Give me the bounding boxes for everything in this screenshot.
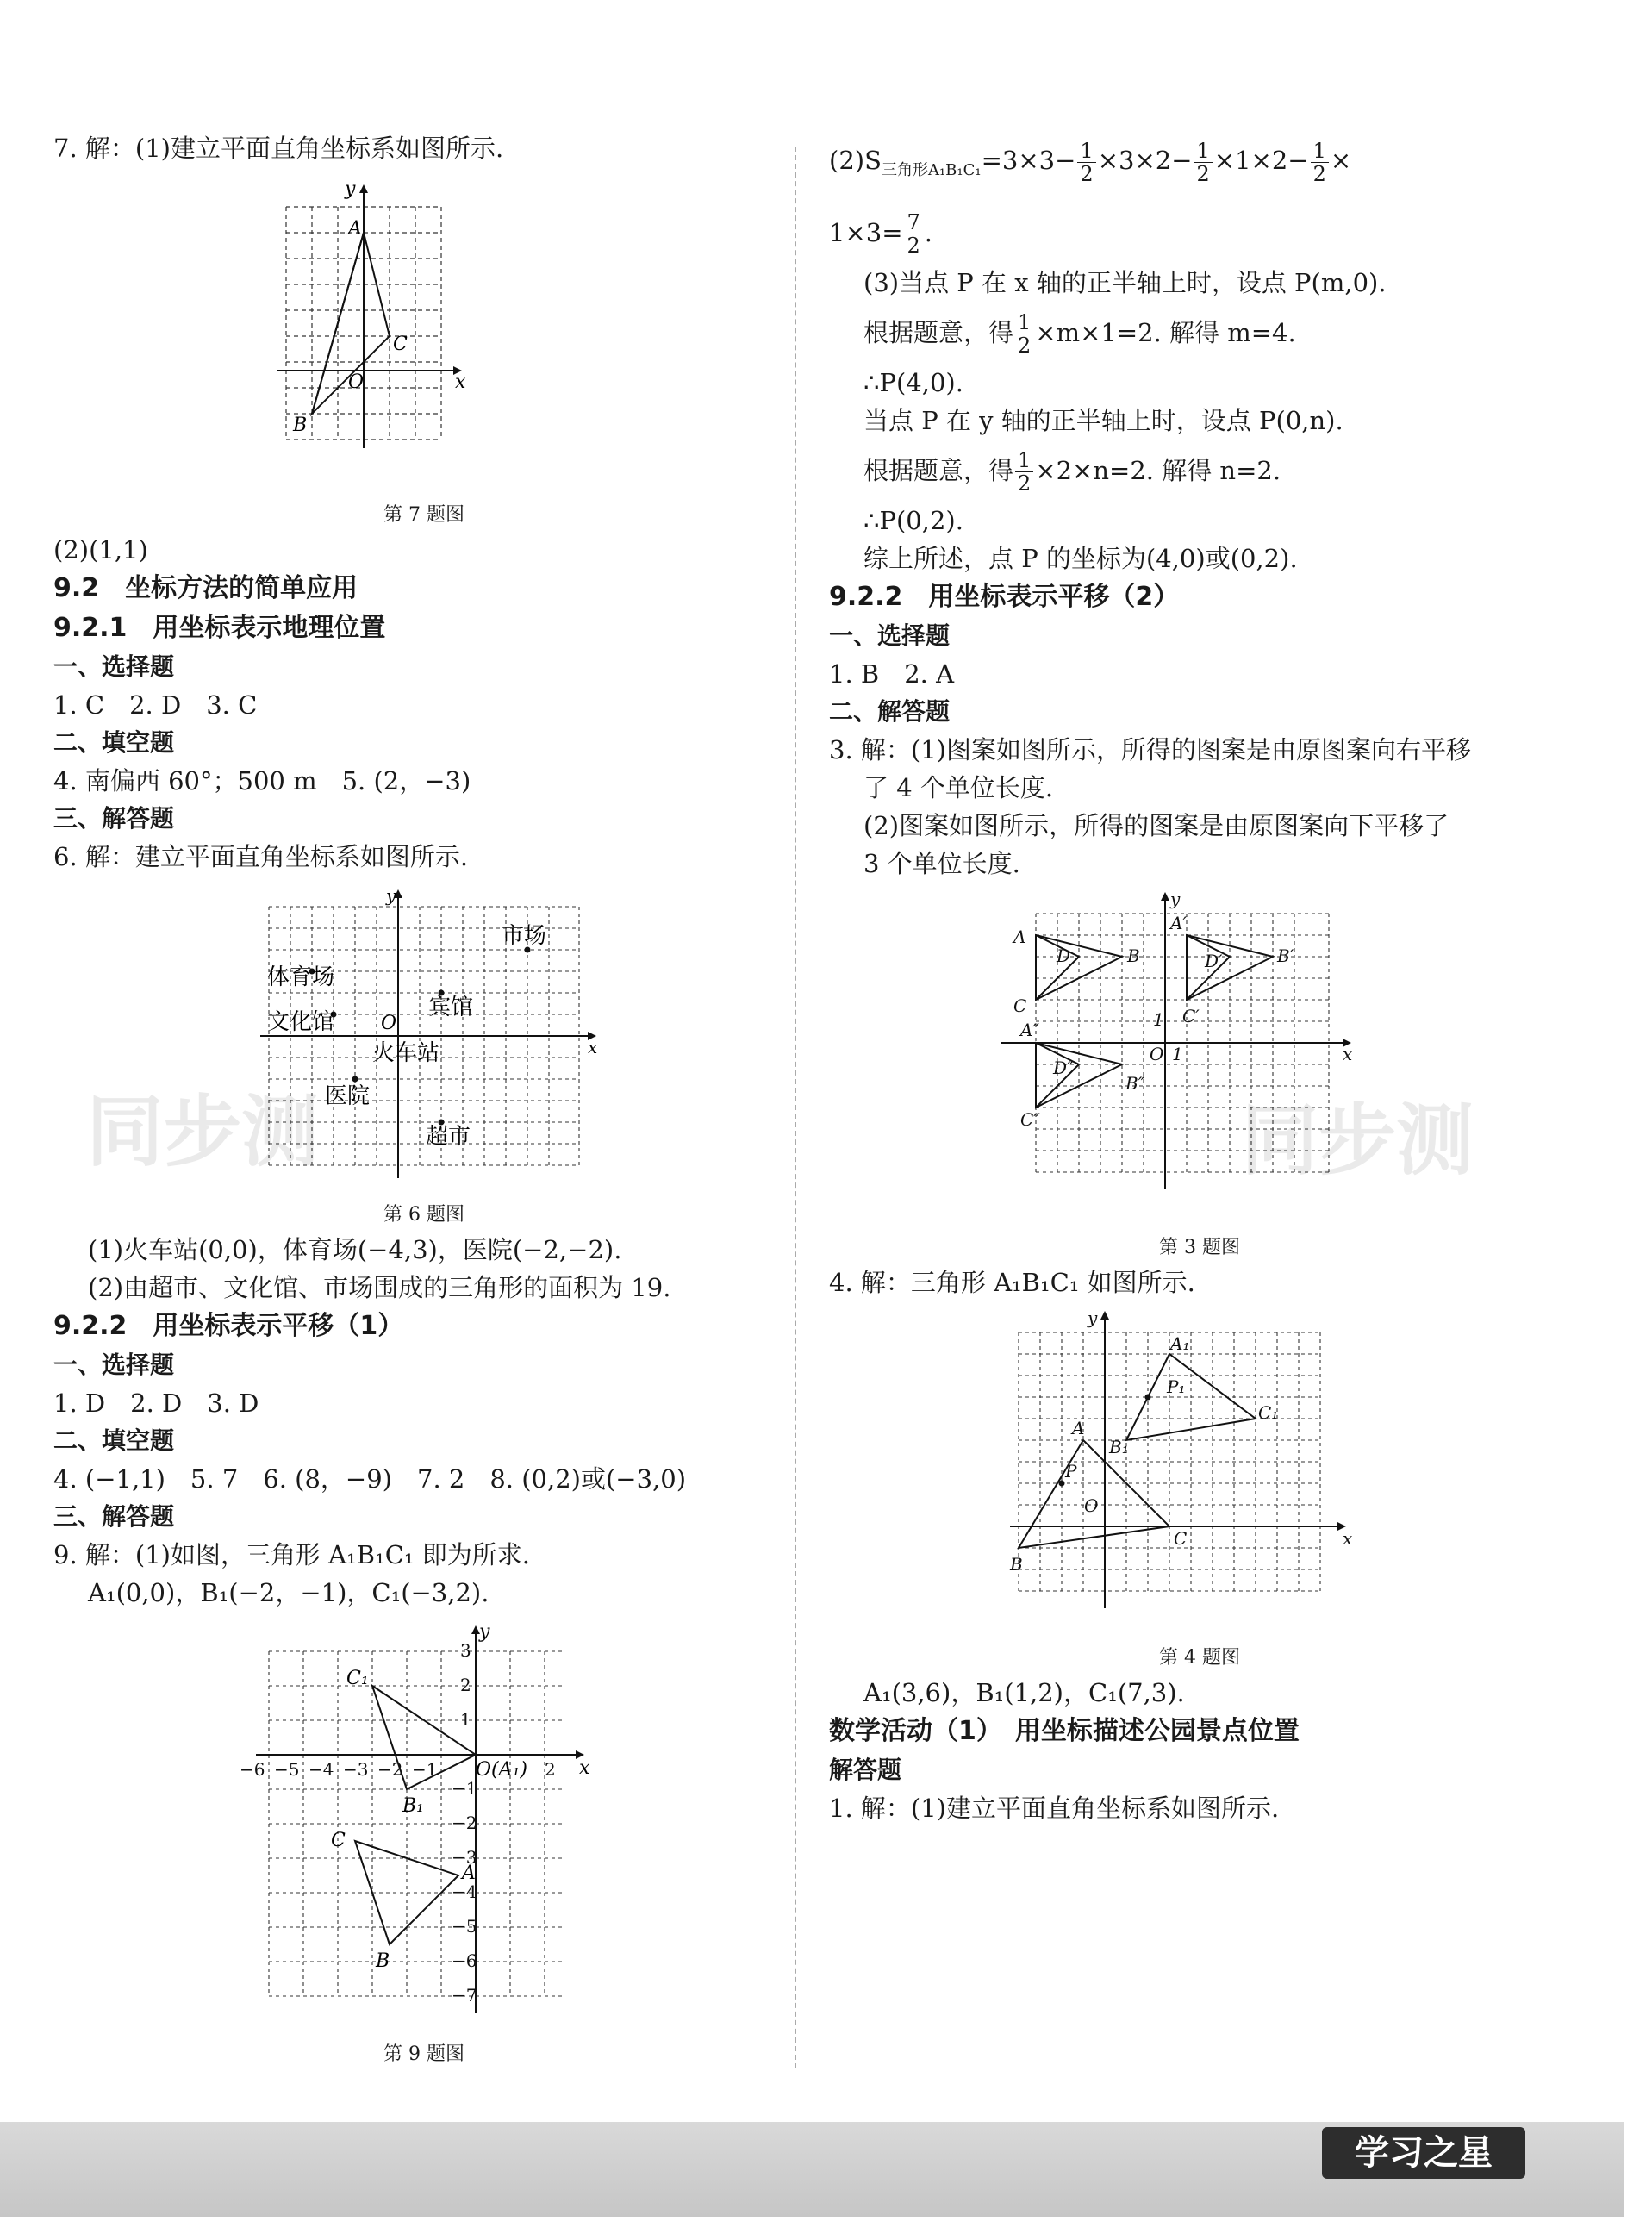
fraction-half-2: $\frac{1}{2}$ bbox=[1194, 140, 1213, 185]
q3-part-1: (3)当点 P 在 x 轴的正半轴上时，设点 P(m,0). bbox=[863, 267, 1387, 297]
q3-part-5 bbox=[829, 440, 1570, 502]
area-term-c: × bbox=[1330, 146, 1352, 175]
section-9-2-2-a-title: 9.2.2 用坐标表示平移（1） bbox=[53, 1311, 404, 1341]
fig7-point-a: A bbox=[348, 218, 362, 240]
fig6-caption: 第 6 题图 bbox=[383, 1204, 464, 1226]
fig6-x-label: x bbox=[588, 1037, 598, 1058]
svg-text:C: C bbox=[1174, 1527, 1188, 1549]
section-9-2-1-title: 9.2.1 用坐标表示地理位置 bbox=[53, 613, 386, 643]
q3b-line-2: 了 4 个单位长度. bbox=[863, 772, 1054, 802]
q3-part-5-suffix: ×2×n=2. 解得 n=2. bbox=[1035, 455, 1281, 485]
svg-text:y: y bbox=[1088, 1307, 1098, 1328]
choice-heading-2: 一、选择题 bbox=[53, 1351, 175, 1379]
figure-7 bbox=[252, 172, 562, 500]
choice-answers-3: 1. B 2. A bbox=[829, 658, 955, 689]
svg-text:−6: −6 bbox=[452, 1950, 477, 1971]
fig4-caption: 第 4 题图 bbox=[1159, 1646, 1240, 1669]
activity-q1: 1. 解：(1)建立平面直角坐标系如图所示. bbox=[829, 1793, 1280, 1823]
choice-answers-1: 1. C 2. D 3. C bbox=[53, 690, 258, 720]
fraction-half-1: $\frac{1}{2}$ bbox=[1077, 140, 1095, 185]
svg-text:P₁: P₁ bbox=[1167, 1376, 1186, 1397]
svg-text:A₁: A₁ bbox=[1170, 1332, 1190, 1354]
q3b-line-4: 3 个单位长度. bbox=[863, 848, 1020, 878]
figure-9 bbox=[217, 1617, 614, 2039]
svg-text:1: 1 bbox=[1153, 1008, 1164, 1030]
svg-text:−2: −2 bbox=[452, 1813, 477, 1833]
svg-text:−2: −2 bbox=[377, 1759, 403, 1780]
solve-heading-4: 解答题 bbox=[829, 1755, 902, 1784]
figure-4 bbox=[976, 1307, 1372, 1643]
fig9-point-b: B bbox=[376, 1950, 390, 1972]
solve-heading-2: 三、解答题 bbox=[53, 1502, 175, 1531]
svg-text:1: 1 bbox=[1172, 1043, 1183, 1064]
svg-text:C″: C″ bbox=[1020, 1108, 1040, 1130]
svg-text:−3: −3 bbox=[343, 1759, 369, 1780]
svg-text:P: P bbox=[1065, 1460, 1077, 1482]
area-term-b: ×1×2− bbox=[1213, 146, 1309, 175]
fig9-x-label: x bbox=[579, 1757, 590, 1779]
svg-text:O: O bbox=[1084, 1494, 1099, 1516]
fill-answers-2: 4. (−1,1) 5. 7 6. (8，−9) 7. 2 8. (0,2)或(−3,0) bbox=[53, 1464, 687, 1494]
area-body: =3×3− bbox=[981, 146, 1076, 175]
svg-text:B: B bbox=[1010, 1553, 1023, 1575]
q4-coords: A₁(3,6)，B₁(1,2)，C₁(7,3). bbox=[863, 1677, 1185, 1707]
solve-heading-3: 二、解答题 bbox=[829, 696, 951, 726]
svg-text:C: C bbox=[1013, 995, 1027, 1016]
fraction-seven-half: $\frac{7}{2}$ bbox=[905, 211, 923, 257]
fig6-culture-label: 文化馆 bbox=[267, 1009, 335, 1035]
q3-part-2 bbox=[829, 302, 1570, 364]
activity-title: 数学活动（1） 用坐标描述公园景点位置 bbox=[829, 1715, 1300, 1746]
fig6-stadium-label: 体育场 bbox=[267, 964, 335, 990]
fig6-supermarket-label: 超市 bbox=[426, 1124, 471, 1150]
fig3-caption: 第 3 题图 bbox=[1159, 1236, 1240, 1258]
q3-part-5-prefix: 根据题意，得 bbox=[863, 455, 1014, 485]
fig7-point-c: C bbox=[393, 334, 408, 355]
column-divider bbox=[795, 147, 796, 2068]
watermark-left: 同步测 bbox=[86, 1087, 319, 1177]
fig9-point-c1: C₁ bbox=[346, 1668, 369, 1689]
svg-text:D′: D′ bbox=[1205, 950, 1223, 971]
svg-text:2: 2 bbox=[460, 1675, 471, 1695]
svg-text:−5: −5 bbox=[452, 1916, 477, 1937]
svg-text:y: y bbox=[1170, 888, 1181, 909]
svg-text:−3: −3 bbox=[452, 1847, 477, 1868]
svg-text:C′: C′ bbox=[1182, 1005, 1200, 1026]
svg-text:−1: −1 bbox=[412, 1759, 438, 1780]
fig9-y-label: y bbox=[479, 1621, 490, 1643]
fig6-market-label: 市场 bbox=[502, 923, 547, 949]
svg-text:A″: A″ bbox=[1020, 1019, 1039, 1040]
svg-text:A′: A′ bbox=[1170, 912, 1187, 933]
q3-part-7: 综上所述，点 P 的坐标为(4,0)或(0,2). bbox=[863, 543, 1298, 573]
fig9-caption: 第 9 题图 bbox=[383, 2043, 464, 2065]
q6-title: 6. 解：建立平面直角坐标系如图所示. bbox=[53, 842, 469, 871]
watermark-right: 同步测 bbox=[1241, 1095, 1474, 1186]
fig9-point-b1: B₁ bbox=[402, 1795, 424, 1817]
fill-answers-1: 4. 南偏西 60°；500 m 5. (2，−3) bbox=[53, 766, 471, 796]
svg-text:2: 2 bbox=[545, 1759, 556, 1780]
fig6-y-label: y bbox=[386, 885, 396, 906]
fig7-y-label: y bbox=[345, 178, 356, 200]
q7-answer-2: (2)(1,1) bbox=[53, 535, 148, 565]
svg-text:−7: −7 bbox=[452, 1985, 477, 2006]
q3-part-3: ∴P(4,0). bbox=[863, 367, 963, 397]
area-s: (2)S bbox=[829, 146, 882, 175]
svg-text:3: 3 bbox=[460, 1640, 471, 1661]
q3-part-6: ∴P(0,2). bbox=[863, 505, 963, 535]
svg-text:−4: −4 bbox=[452, 1881, 477, 1902]
svg-text:−5: −5 bbox=[274, 1759, 300, 1780]
svg-text:A: A bbox=[1013, 926, 1026, 947]
fraction-half-5: $\frac{1}{2}$ bbox=[1015, 449, 1033, 495]
section-9-2-2-b-title: 9.2.2 用坐标表示平移（2） bbox=[829, 581, 1180, 612]
svg-text:O: O bbox=[1150, 1043, 1164, 1064]
fig7-x-label: x bbox=[455, 371, 466, 393]
q7-title: 7. 解：(1)建立平面直角坐标系如图所示. bbox=[53, 134, 504, 163]
area-line-2-text: 1×3= bbox=[829, 217, 903, 247]
svg-text:x: x bbox=[1343, 1043, 1353, 1064]
fig9-point-a: A bbox=[462, 1863, 476, 1884]
fill-heading-2: 二、填空题 bbox=[53, 1426, 175, 1455]
fig6-hospital-label: 医院 bbox=[325, 1083, 371, 1109]
area-s-subscript: 三角形A₁B₁C₁ bbox=[881, 160, 982, 179]
fig7-caption: 第 7 题图 bbox=[383, 504, 464, 526]
svg-text:−6: −6 bbox=[240, 1759, 265, 1780]
q9-coords: A₁(0,0)，B₁(−2，−1)，C₁(−3,2). bbox=[88, 1578, 489, 1607]
choice-heading-1: 一、选择题 bbox=[53, 652, 175, 681]
svg-text:x: x bbox=[1343, 1527, 1353, 1549]
q3b-line-3: (2)图案如图所示，所得的图案是由原图案向下平移了 bbox=[863, 810, 1449, 840]
fraction-half-4: $\frac{1}{2}$ bbox=[1015, 311, 1033, 357]
brand-logo: 学习之星 bbox=[1322, 2127, 1525, 2179]
q4-title: 4. 解：三角形 A₁B₁C₁ 如图所示. bbox=[829, 1267, 1195, 1297]
choice-answers-2: 1. D 2. D 3. D bbox=[53, 1388, 259, 1418]
fill-heading-1: 二、填空题 bbox=[53, 728, 175, 757]
fig9-point-c: C bbox=[331, 1830, 346, 1851]
svg-text:D″: D″ bbox=[1053, 1057, 1074, 1078]
q3b-line-1: 3. 解：(1)图案如图所示，所得的图案是由原图案向右平移 bbox=[829, 734, 1471, 764]
fraction-half-3: $\frac{1}{2}$ bbox=[1311, 140, 1329, 185]
fig6-station-label: 火车站 bbox=[372, 1040, 440, 1066]
q6-answer-2: (2)由超市、文化馆、市场围成的三角形的面积为 19. bbox=[88, 1273, 671, 1302]
q3-part-4: 当点 P 在 y 轴的正半轴上时，设点 P(0,n). bbox=[863, 405, 1343, 435]
section-9-2-title: 9.2 坐标方法的简单应用 bbox=[53, 573, 358, 603]
q6-answer-1: (1)火车站(0,0)，体育场(−4,3)，医院(−2,−2). bbox=[88, 1235, 622, 1264]
area-term-a: ×3×2− bbox=[1097, 146, 1193, 175]
fig7-origin: O bbox=[348, 371, 365, 393]
svg-text:1: 1 bbox=[460, 1709, 471, 1730]
fig6-origin: O bbox=[381, 1013, 397, 1034]
q3-part-2-suffix: ×m×1=2. 解得 m=4. bbox=[1035, 317, 1296, 347]
svg-text:A: A bbox=[1072, 1417, 1085, 1438]
svg-text:−4: −4 bbox=[309, 1759, 334, 1780]
svg-text:B: B bbox=[1127, 945, 1140, 966]
fig6-hotel-label: 宾馆 bbox=[428, 995, 474, 1020]
choice-heading-3: 一、选择题 bbox=[829, 621, 951, 650]
svg-text:D: D bbox=[1057, 945, 1071, 966]
fig9-origin: O(A₁) bbox=[476, 1759, 527, 1781]
svg-text:B′: B′ bbox=[1277, 945, 1294, 966]
svg-text:−1: −1 bbox=[452, 1778, 477, 1799]
svg-text:B₁: B₁ bbox=[1109, 1436, 1129, 1457]
q9-title: 9. 解：(1)如图，三角形 A₁B₁C₁ 即为所求. bbox=[53, 1540, 530, 1569]
svg-text:B″: B″ bbox=[1125, 1072, 1145, 1094]
fig7-point-b: B bbox=[293, 415, 308, 436]
svg-text:C₁: C₁ bbox=[1258, 1401, 1279, 1423]
area-formula-line-1 bbox=[829, 129, 1570, 202]
area-formula-line-2: 1×3= $\frac{7}{2}$ . bbox=[829, 210, 932, 259]
q3-part-2-prefix: 根据题意，得 bbox=[863, 317, 1014, 347]
right-column bbox=[829, 129, 1570, 1827]
solve-heading-1: 三、解答题 bbox=[53, 804, 175, 833]
